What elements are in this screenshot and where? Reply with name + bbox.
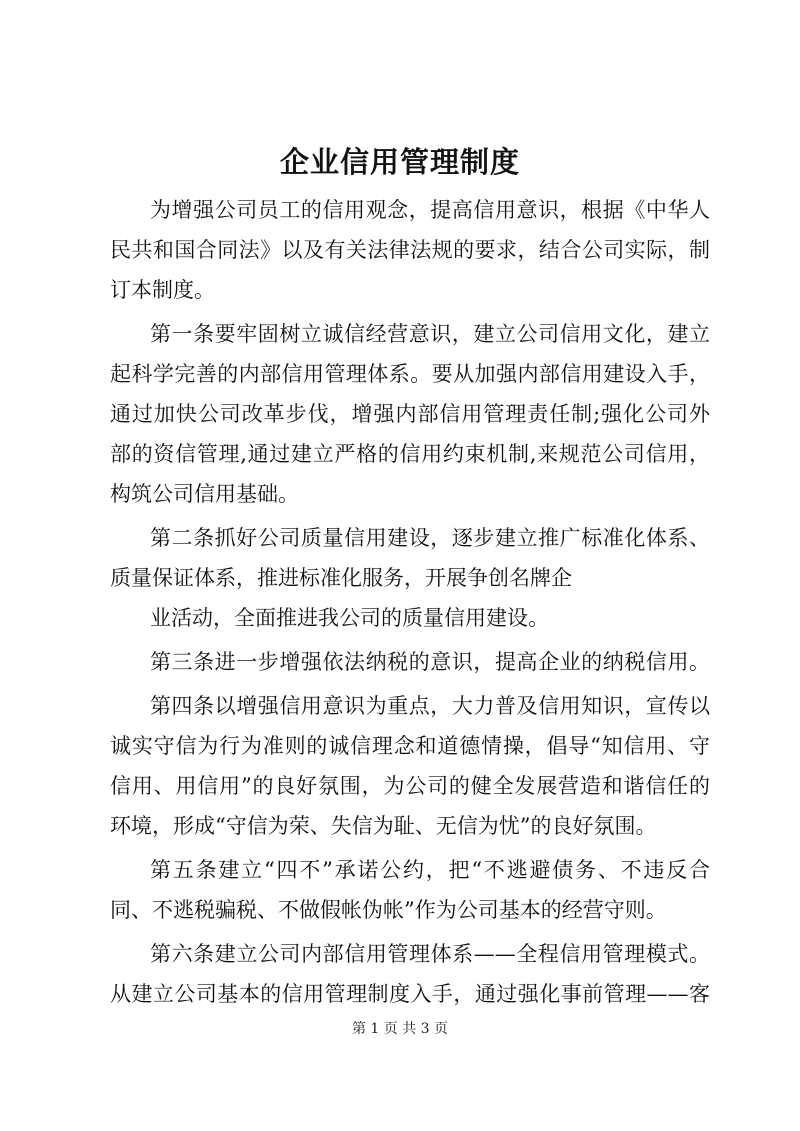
- paragraph-line: 为增强公司员工的信用观念，提高信用意识，根据《中华人: [150, 198, 710, 222]
- paragraph-line: 环境，形成“守信为荣、失信为耻、无信为忧”的良好氛围。: [110, 814, 657, 838]
- paragraph-line: 部的资信管理,通过建立严格的信用约束机制,来规范公司信用，: [110, 442, 710, 466]
- paragraph-line: 构筑公司信用基础。: [110, 482, 299, 506]
- paragraph-line: 第三条进一步增强依法纳税的意识，提高企业的纳税信用。: [150, 650, 710, 674]
- paragraph-line: 订本制度。: [110, 278, 215, 302]
- paragraph-line: 第六条建立公司内部信用管理体系——全程信用管理模式。: [150, 942, 710, 966]
- paragraph-line: 第五条建立“四不”承诺公约，把“不逃避债务、不违反合: [150, 858, 710, 882]
- paragraph-line: 第二条抓好公司质量信用建设，逐步建立推广标准化体系、: [150, 526, 710, 550]
- paragraph-line: 从建立公司基本的信用管理制度入手，通过强化事前管理——客: [110, 982, 710, 1006]
- page-footer: 第 1 页 共 3 页: [351, 1021, 449, 1037]
- document-title: 企业信用管理制度: [279, 145, 520, 179]
- paragraph-line: 第一条要牢固树立诚信经营意识，建立公司信用文化，建立: [150, 322, 710, 346]
- paragraph-line: 信用、用信用”的良好氛围，为公司的健全发展营造和谐信任的: [110, 774, 710, 798]
- paragraph-line: 通过加快公司改革步伐，增强内部信用管理责任制;强化公司外: [110, 402, 710, 426]
- paragraph-line: 业活动，全面推进我公司的质量信用建设。: [150, 606, 549, 630]
- document-body: [110, 190, 710, 1014]
- paragraph-line: 民共和国合同法》以及有关法律法规的要求，结合公司实际，制: [110, 238, 710, 262]
- paragraph-line: 质量保证体系，推进标准化服务，开展争创名牌企: [110, 566, 572, 590]
- paragraph-line: 诚实守信为行为准则的诚信理念和道德情操，倡导“知信用、守: [110, 734, 710, 758]
- paragraph-line: 同、不逃税骗税、不做假帐伪帐”作为公司基本的经营守则。: [110, 898, 667, 922]
- paragraph-line: 第四条以增强信用意识为重点，大力普及信用知识，宣传以: [150, 694, 710, 718]
- paragraph-line: 起科学完善的内部信用管理体系。要从加强内部信用建设入手，: [110, 362, 710, 386]
